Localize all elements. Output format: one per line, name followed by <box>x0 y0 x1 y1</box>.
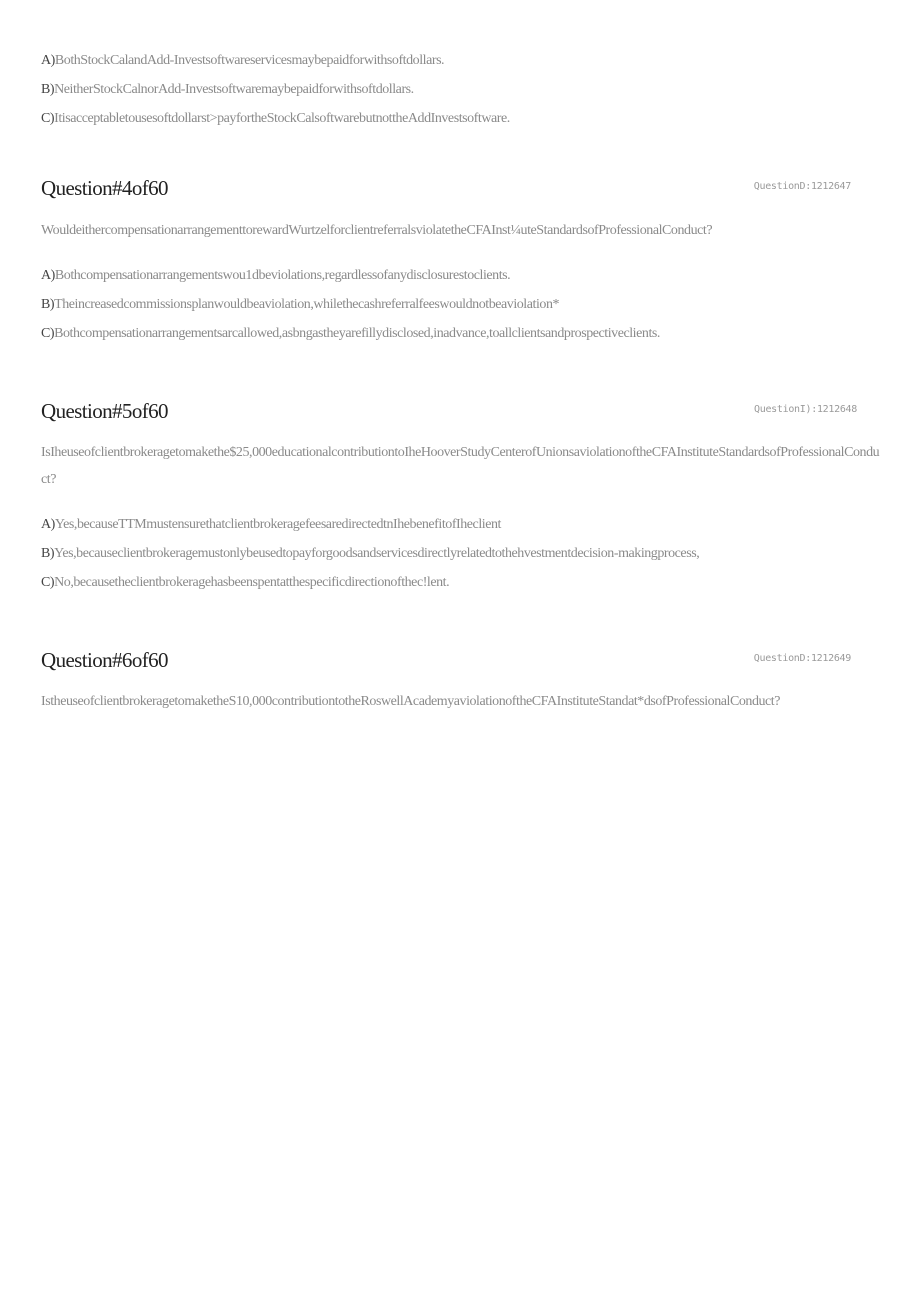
question-title: Question#6of60 <box>41 648 168 672</box>
question-text: WouldeithercompensationarrangementtorewardWurtzelforclientreferralsviolatetheCFAInst¼uteStandardsofProfessionalConduct? <box>41 223 713 238</box>
question-header <box>41 397 886 427</box>
option-c: C)No,becausetheclientbrokeragehasbeenspentatthespecificdirectionofthec!lent. <box>41 575 450 590</box>
question-block <box>41 174 886 344</box>
question-options <box>41 266 886 344</box>
option-a: A)Bothcompensationarrangementswou1dbeviolations,regardlessofanydisclosurestoclients. <box>41 268 511 283</box>
question-text: IsIheuseofclientbrokeragetomakethe$25,000educationalcontributiontoIheHooverStudyCenterofUnionsaviolationoftheCFAInstituteStandardsofProfessionalConduct? <box>41 445 880 487</box>
option-a: A)BothStockCalandAdd-Investsoftwareservicesmaybepaidforwithsoftdollars. <box>41 53 445 68</box>
option-b: B)Theincreasedcommissionsplanwouldbeaviolation,whilethecashreferralfeeswouldnotbeaviolation* <box>41 297 560 312</box>
option-b: B)NeitherStockCalnorAdd-Investsoftwaremaybepaidforwithsoftdollars. <box>41 82 414 97</box>
question-block <box>41 397 886 593</box>
option-c: C)Itisacceptabletousesoftdollarst>payfortheStockCalsoftwarebutnottheAddInvestsoftware. <box>41 111 510 126</box>
question-title: Question#4of60 <box>41 176 168 200</box>
option-c: C)Bothcompensationarrangementsarcallowed,asbngastheyarefillydisclosed,inadvance,toallclientsandprospectiveclients. <box>41 326 660 341</box>
option-a: A)Yes,becauseTTMmustensurethatclientbrokeragefeesaredirectedtnIhebenefitofIheclient <box>41 517 501 532</box>
question-header <box>41 646 886 676</box>
question-options <box>41 515 886 593</box>
top-options <box>41 51 510 129</box>
question-block <box>41 646 886 715</box>
question-text: IstheuseofclientbrokeragetomaketheS10,000contributiontotheRoswellAcademyaviolationoftheCFAInstituteStandat*dsofProfessionalConduct? <box>41 694 781 709</box>
question-id: QuestionD:1212647 <box>753 181 851 192</box>
option-b: B)Yes,becauseclientbrokeragemustonlybeusedtopayforgoodsandservicesdirectlyrelatedtothehvestmentdecision-makingprocess, <box>41 546 700 561</box>
question-id: QuestionI):1212648 <box>754 404 857 415</box>
question-header <box>41 174 886 204</box>
question-id: QuestionD:1212649 <box>753 653 851 664</box>
question-title: Question#5of60 <box>41 399 168 423</box>
